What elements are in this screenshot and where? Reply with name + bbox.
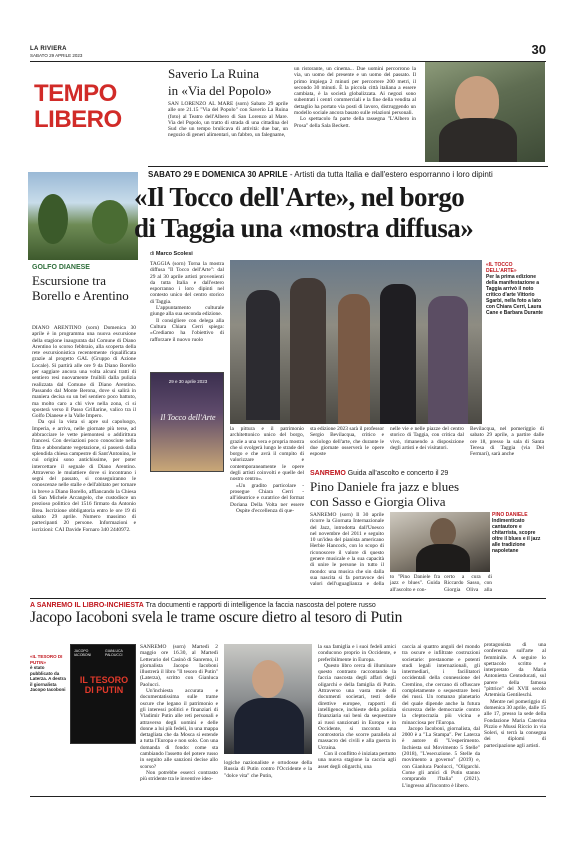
main-col2 xyxy=(230,426,304,506)
rcol-text1-visible: protagonista di una conferenza sull'arte al femminile. A seguire lo spettacolo scritto e interpretato da Maria Antonietta Centoducati, sul parere della famosa "pittrice" del XVII secolo Artemisia Gentileschi. xyxy=(484,642,546,699)
putin-col4-text: caccia ai quattro angoli del mondo tra oscure e infiltrate costruzioni societarie: prestanome e potenti studi legali internazionali, gli intermediari, i facilitatori occidentali della connessione del Cremlino, che cercano di offuscare completamente o sequestrare beni dei russi. Un romanzo planetario del quale dipende anche la futura sicurezza delle democrazie contro la cleptocrazia più vicina e minacciosa per l'Europa. xyxy=(402,644,480,726)
pino-daniele-photo xyxy=(390,512,490,572)
iacoboni-body xyxy=(234,698,304,754)
ruina-col2 xyxy=(294,66,416,162)
ruina-col2b: Lo spettacolo fa parte della rassegna "L'Albero in Prosa" della Sala Beckett. xyxy=(294,116,416,129)
ruina-col1: SAN LORENZO AL MARE (sorn) Sabato 29 aprile alle ore 21.15 "Via del Popolo" con Saverio La Ruina (foto) al Teatro dell'Albero di San Lorenzo al Mare. Via del Popolo, un tratto di strada di una cittadina del Sud che un tempo brulicava di attività: due bar, un negozio di generi alimentari, un fabbro, un falegname, xyxy=(168,101,288,139)
putin-kicker xyxy=(30,598,546,609)
main-kicker-rest: - Artisti da tutta Italia e dall'estero esporranno i loro dipinti xyxy=(287,170,493,179)
page-header xyxy=(30,42,546,62)
putin-book-cover xyxy=(70,644,136,744)
putin-col4 xyxy=(402,644,480,792)
byline-prefix: di xyxy=(150,251,156,257)
main-col4a: nelle vie e nelle piazze del centro storico di Taggia, con critica dal vivo, rimanendo a disposizione degli artisti e dei visitatori. xyxy=(390,426,464,451)
main-kicker-bold: SABATO 29 E DOMENICA 30 APRILE xyxy=(148,170,288,179)
putin-col3-text: la sua famiglia e i suoi fedeli amici conducono proprio in Occidente, e preferibilmente in Europa. xyxy=(318,644,396,663)
main-col2-cont xyxy=(230,508,304,588)
main-headline-1: «Il Tocco dell'Arte», nel borgo xyxy=(134,182,465,212)
sanremo-col4-wrap xyxy=(444,574,492,594)
ruina-figure-body xyxy=(439,118,517,162)
person3 xyxy=(338,294,370,424)
issue-date: SABATO 29 APRILE 2023 xyxy=(30,53,83,58)
putin-col3b: Questo libro cerca di illuminare questo contrasto raccontando la faccia nascosta degli affari degli oligarchi e della famiglia di Putin. Attraverso una vasta mole di documenti societari, testi delle direttive europee, rapporti di intelligence, inchieste della polizia finanziaria sui beni da sequestrare ai russi sanzionati in Europa e in Occidente, si racconta una controstoria che scorre parallela al massacro dei civili e alla guerra in Ucraina. xyxy=(318,662,396,751)
byline-author: Marco Scolesi xyxy=(155,251,193,257)
sanremo-col2-text xyxy=(390,574,440,594)
sanremo-col3: to "Pino Daniele fra jazz e blues". Guida all'ascolto e con- xyxy=(390,574,440,593)
main-headline-2: di Taggia una «mostra diffusa» xyxy=(134,213,474,243)
main-col2b: «Un gradito particolare - prosegue Chiara Cerri - all'ideatrice e curatrice del format Doriana Della Volta per essere xyxy=(230,482,304,506)
section-title xyxy=(28,80,138,138)
main-col1c: Il consigliere con delega alla Cultura Chiara Cerri spiega: «Crediamo ha l'obiettivo di rafforzare il nuovo ruolo xyxy=(150,317,224,343)
main-col4 xyxy=(390,426,464,466)
putin-caption-title: «IL TESORO DI PUTIN» xyxy=(30,654,63,665)
pino-body xyxy=(416,544,470,572)
main-col3 xyxy=(310,426,384,466)
putin-col2 xyxy=(224,760,312,792)
page-number: 30 xyxy=(531,42,546,57)
main-kicker xyxy=(148,166,548,179)
section-line2: LIBERO xyxy=(34,106,122,133)
putin-col3 xyxy=(318,644,396,792)
golfo-tree xyxy=(38,194,68,244)
putin-col3c: Con il conflitto è iniziata pertutto una nuova stagione la caccia agli asset degli oligarchi, una xyxy=(318,751,396,770)
book-author1: JACOPO IACOBONI xyxy=(74,649,92,657)
sgarbi-caption xyxy=(486,262,544,316)
golfo-text2: Da qui la vista si apre sul capoluogo, Imperia, e arriva, nelle giornate più terse, ad abbracciare le vette piemontesi o addirittura francesi. Con deviazioni poco conosciute nella fitta e abbondante vegetazione, si passerà dalla splendida chiesa campestre di Sant'Antonino, le cui origini sono antichissime, per poter intercettare il segnale di Diano Arentino. Attraverso le mulattiere dove si incontrano i segni del passato, si conseguiranno le conoscenze nelle stalle e dell'abitato per tornare in breve a Diano Borello, affiancando la Chiesa di San Michele Arcangelo, che custodisce un prezioso polittico del 1516 firmato da Antonio Brea. Iscrizione obbligatoria entro le ore 19 di sabato 29 aprile. Numero massimo di partecipanti 20 persone. Informazioni e iscrizioni: CAI Davide Fornaro 340 2440972. xyxy=(32,419,136,533)
putin-col4b: Jacopo Iacoboni, giornalista, dal 2000 è a "La Stampa". Per Laterza è autore di "L'esperimento. Inchiesta sul Movimento 5 Stelle" (2018), "L'esecuzione. 5 Stelle da movimento a governo" (2019) e, con Gianluca Paolucci, "Oligarchi. Come gli amici di Putin stanno comprando l'Italia" (2021). L'ingresso all'incontro è libero. xyxy=(402,725,480,789)
sgarbi-caption-title: «IL TOCCO DELL'ARTE» xyxy=(486,262,517,274)
ruina-figure xyxy=(455,76,499,124)
ruina-title: Saverio La Ruina xyxy=(168,66,259,81)
putin-kicker-bold: A SANREMO IL LIBRO-INCHIESTA xyxy=(30,602,144,609)
main-col3a: sta edizione 2023 sarà il professor Sergio Bevilacqua, critico e sociologo dell'arte, che durante le due giornate osserverà le opere esposte xyxy=(310,426,384,458)
sanremo-col2 xyxy=(310,574,384,588)
person4 xyxy=(380,284,416,424)
ruina-subtitle: in «Via del Popolo» xyxy=(168,83,272,98)
putin-kicker-rest: Tra documenti e rapporti di intelligence la faccia nascosta del potere russo xyxy=(143,602,376,609)
putin-col1 xyxy=(140,644,218,792)
person2 xyxy=(290,278,326,424)
main-col1a: TAGGIA (sorn) Torna la mostra diffusa "Il Tocco dell'Arte": dal 29 al 30 aprile artisti provenienti da tutta Italia e dall'estero esporranno i loro dipinti nel contesto unico del centro storico di Taggia. xyxy=(150,261,224,305)
main-col5a: Bevilacqua, nel pomeriggio di sabato 29 aprile, a partire dalle ore 18, presso la sala di Santa Teresa di Taggia (via Del Fermari), sarà anche xyxy=(470,426,544,458)
book-author2: GIANLUCA PALDUCCI xyxy=(105,649,123,657)
sgarbi-caption-text: Per la prima edizione della manifestazione a Taggia arrivò il noto critico d'arte Vittorio Sgarbi, nella foto a lato con Chiara Cerri, Laura Cane e Barbara Durante xyxy=(486,274,543,316)
pino-caption-title: PINO DANIELE xyxy=(492,512,528,518)
person1 xyxy=(246,290,280,420)
book-title: IL TESORO DI PUTIN xyxy=(79,675,129,695)
putin-caption-text: è stato pubblicato da Laterza. A destra il giornalista Jacopo Iacoboni xyxy=(30,665,66,692)
main-col2c: Ospite d'eccellenza di que- xyxy=(236,508,294,514)
main-col5 xyxy=(470,426,544,466)
iacoboni-head xyxy=(252,660,284,698)
sanremo-kicker xyxy=(310,470,448,477)
pino-caption xyxy=(492,512,542,554)
poster-title: Il Tocco dell'Arte xyxy=(160,413,216,422)
rcol-block xyxy=(484,642,546,792)
main-byline xyxy=(150,251,193,257)
person5 xyxy=(428,296,468,424)
putin-col2-text: logiche nazionaliste e ortodosse della Russia di Putin contro l'Occidente e la "dolce vita" che Putin, xyxy=(224,760,312,779)
paper-name: LA RIVIERA xyxy=(30,46,67,52)
putin-col1b: Un'inchiesta accurata e documentatissima sulle trame oscure che legano il patrimonio e gli interessi politici e finanziari di Vladimir Putin alle reti personali e attraverso degli uomini e delle donne a lui più fedeli, in una mappa dettagliata che da Mosca si estende a tutta l'Europa e non solo. Con una domanda di fondo: come sta cambiando l'assetto del potere russo in seguito alle sanzioni decise allo scorso? xyxy=(140,688,218,770)
main-col2a: la pittura e il patrimonio architettonico unico del borgo, grazie a una vera e propria mostra che si svolgerà lungo le strade del borgo e che avrà il compito di valorizzare e contemporaneamente le opere degli artisti coinvolti e quelle del nostro centro». xyxy=(230,426,304,483)
main-col1 xyxy=(150,261,224,369)
golfo-text1: DIANO ARENTINO (sorn) Domenica 30 aprile è in programma una nuova escursione della stagione inaugurata dal Comune di Diano Arentino lo scorso febbraio, alla scoperta della rete escursionistica recentemente riqualificata grazie al progetto GAL (Gruppo di Azione Locale). Si partirà alle ore 9 da Diano Borello per saggiare ancora una volta alcuni tratti di sentiero resi nuovamente fruibili dalla pulizia realizzata dal Comune di Diano Arentino. Passando dal Monte Berona, dove si salirà in maniera decisa su un bel sentiero poco battuto, ma molto caro a chi vive nella zona, ci si sposterà verso il Passo Grillarine, valico tra il Golfo Dianese e la Valle Impero. xyxy=(32,325,136,420)
putin-col1-text: SANREMO (sorn) Martedì 2 maggio ore 16.30, al Martedì Letterario del Casinò di Sanremo, il giornalista Jacopo Iacoboni illustrerà il libro "Il tesoro di Putin" (Laterza), scritto con Gianluca Paolucci. xyxy=(140,644,218,688)
ruina-photo xyxy=(425,62,545,162)
main-col1b: L'appuntamento culturale giunge alla sua seconda edizione. xyxy=(150,305,224,318)
golfo-tree2 xyxy=(92,200,128,244)
poster-date: 29 e 30 aprile 2023 xyxy=(168,379,208,384)
sanremo-kicker-rest: Guida all'ascolto e concerto il 29 xyxy=(345,470,449,477)
sanremo-title2: con Sasso e Giorgia Oliva xyxy=(310,494,446,509)
pino-caption-text: Indimenticato cantautore e chitarrista, scopre oltre il blues e il jazz alle tradizione napoletane xyxy=(492,518,541,554)
sgarbi-group-photo xyxy=(230,260,482,424)
putin-col1c: Non potrebbe esserci contrasto più stridente tra le inventive ideo- xyxy=(140,769,218,783)
golfo-title: Escursione tra Borello e Arentino xyxy=(32,273,129,303)
putin-caption xyxy=(30,654,68,693)
footer-rule xyxy=(30,796,546,797)
ruina-col2-text: un ristorante, un cinema... Due uomini percorrono la via, un uomo del presente e un uomo del passato. Il primo impiega 2 minuti per percorrere 200 metri, il secondo 30 minuti. È la piccola città italiana a essere cambiata, è la società globalizzata. Ai negozi sono subentrati i centri commerciali e la fine della vendita al dettaglio ha portato via posti di lavoro, distruggendo un modello sociale ancora basato sulle relazioni personali. xyxy=(294,66,416,117)
sanremo-kicker-bold: SANREMO xyxy=(310,470,346,477)
sanremo-title1: Pino Daniele fra jazz e blues xyxy=(310,479,460,494)
event-poster xyxy=(150,372,224,472)
section-line1: TEMPO xyxy=(34,80,117,107)
golfo-kicker: GOLFO DIANESE xyxy=(32,264,90,271)
sanremo-col1-text: SANREMO (sorn) Il 30 aprile ricorre la Giornata Internazionale del Jazz, introdotta dall'Unesco nel novembre del 2011 e seguito 10 un'idea del pianista americano Herbie Hancock, con lo scopo di riconoscere il valore di questo genere musicale e la sua capacità di unire le persone in tutto il mondo: una musica che sin dalla sua nascita si fa portavoce dei valori dell'uguaglianza e della xyxy=(310,512,384,588)
rcol-text2: Mentre nel pomeriggio di domenica 30 aprile, dalle 15 alle 17, presso la sede della Fondazione Maria Caterina Pizzio e Mussi Riccio in via Soleri, si terrà la consegna dei diplomi di partecipazione agli artisti. xyxy=(484,698,546,749)
golfo-photo xyxy=(28,172,138,260)
sanremo-col4: certo a cura di Riccardo Sasso, con Giorgia Oliva alla xyxy=(444,574,492,593)
putin-headline: Jacopo Iacoboni svela le trame oscure dietro al tesoro di Putin xyxy=(30,609,403,626)
iacoboni-photo xyxy=(224,644,312,754)
